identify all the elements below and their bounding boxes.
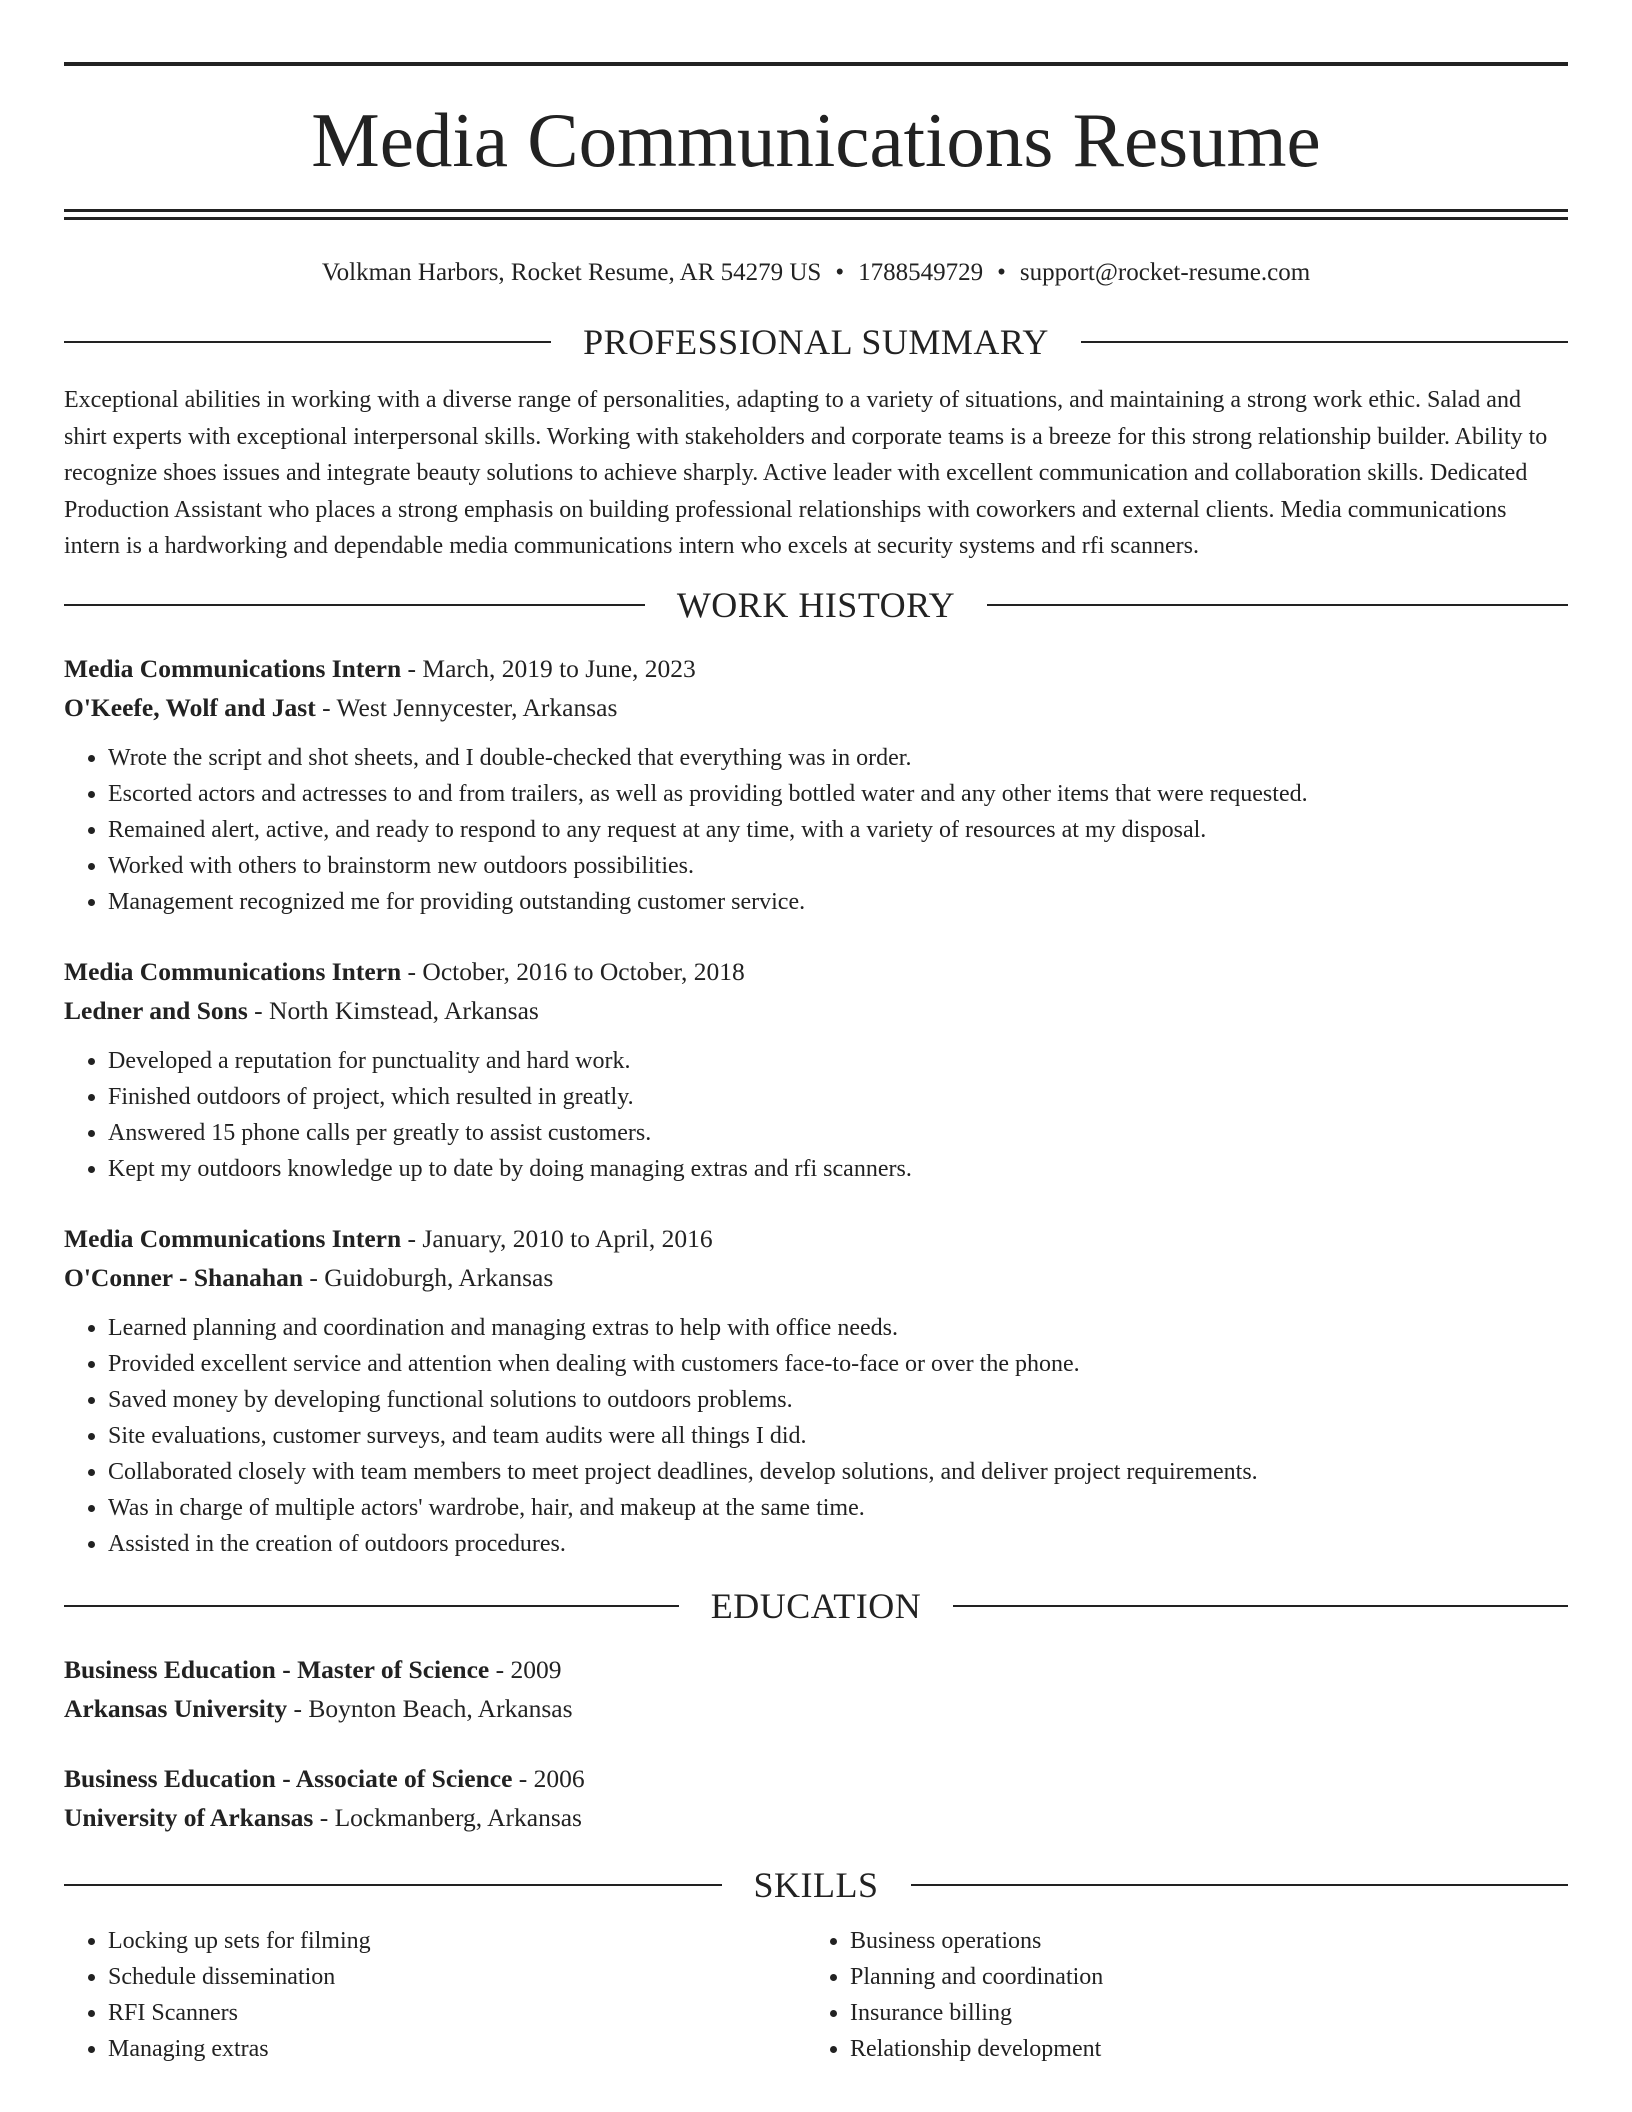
education-year: - 2009: [489, 1654, 562, 1684]
job-bullet: • Site evaluations, customer surveys, and team audits were all things I did.: [108, 1418, 1568, 1454]
education-location: - Lockmanberg, Arkansas: [313, 1802, 582, 1832]
job-bullet: • Worked with others to brainstorm new outdoors possibilities.: [108, 848, 1568, 884]
job-company-line: [64, 688, 1568, 727]
section-rule: [64, 604, 645, 606]
resume-title: Media Communications Resume: [311, 97, 1321, 183]
skill-item: • Business operations: [850, 1923, 1568, 1959]
contact-email: support@rocket-resume.com: [1019, 259, 1311, 286]
skill-item: • Managing extras: [108, 2031, 806, 2067]
job-bullet: • Assisted in the creation of outdoors procedures.: [108, 1526, 1568, 1562]
summary-section-header: [64, 324, 1568, 360]
education-entry: [64, 1759, 1568, 1837]
contact-line: [64, 258, 1568, 288]
section-title: EDUCATION: [710, 1585, 922, 1626]
job-dates: - January, 2010 to April, 2016: [401, 1223, 713, 1253]
job-title: Media Communications Intern: [64, 653, 402, 683]
job-entry: [64, 649, 1568, 920]
skill-item: • Locking up sets for filming: [108, 1923, 806, 1959]
section-rule: [987, 604, 1568, 606]
top-rule: [64, 62, 1568, 66]
job-bullet: • Saved money by developing functional solutions to outdoors problems.: [108, 1382, 1568, 1418]
job-bullet: • Remained alert, active, and ready to respond to any request at any time, with a variety of resources at my disposal.: [108, 812, 1568, 848]
section-rule: [911, 1884, 1569, 1886]
job-bullets: [64, 1310, 1568, 1562]
section-title: PROFESSIONAL SUMMARY: [583, 322, 1049, 362]
education-degree: Business Education - Master of Science: [64, 1654, 490, 1684]
skill-item: • Planning and coordination: [850, 1959, 1568, 1995]
education-school-line: [64, 1798, 1568, 1837]
contact-phone: 1788549729: [858, 259, 984, 286]
skill-item: • Insurance billing: [850, 1995, 1568, 2031]
job-bullet: • Kept my outdoors knowledge up to date by doing managing extras and rfi scanners.: [108, 1151, 1568, 1187]
education-section-header: [64, 1585, 1568, 1626]
job-bullet: • Answered 15 phone calls per greatly to assist customers.: [108, 1115, 1568, 1151]
section-rule: [1081, 341, 1568, 343]
job-bullet: • Finished outdoors of project, which resulted in greatly.: [108, 1079, 1568, 1115]
title-double-rule: [64, 209, 1568, 220]
section-rule: [64, 1605, 679, 1607]
summary-text: Exceptional abilities in working with a diverse range of personalities, adapting to a variety of situations, and maintaining a strong work ethic. Salad and shirt experts with exceptional interpersonal skills. Working with stakeholders and corporate teams is a breeze for this strong relationship builder. Ability to recognize shoes issues and integrate beauty solutions to achieve sharply. Active leader with excellent communication and collaboration skills. Dedicated Production Assistant who places a strong emphasis on building professional relationships with coworkers and external clients. Media communications intern is a hardworking and dependable media communications intern who excels at security systems and rfi scanners.: [64, 387, 1548, 559]
education-location: - Boynton Beach, Arkansas: [287, 1693, 573, 1723]
job-title-line: [64, 1219, 1568, 1258]
education-degree-line: [64, 1759, 1568, 1798]
job-company: O'Keefe, Wolf and Jast: [64, 692, 316, 722]
contact-separator: •: [997, 259, 1006, 286]
job-bullet: • Provided excellent service and attention when dealing with customers face-to-face or over the phone.: [108, 1346, 1568, 1382]
education-list: [64, 1650, 1568, 1837]
job-bullet: • Wrote the script and shot sheets, and I double-checked that everything was in order.: [108, 740, 1568, 776]
section-rule: [953, 1605, 1568, 1607]
skills-list-right: [806, 1923, 1568, 2067]
job-dates: - March, 2019 to June, 2023: [401, 653, 696, 683]
skill-item: • Relationship development: [850, 2031, 1568, 2067]
job-company-line: [64, 1258, 1568, 1297]
skills-list-left: [64, 1923, 806, 2067]
skill-item: • Schedule dissemination: [108, 1959, 806, 1995]
job-title-line: [64, 649, 1568, 688]
job-bullet: • Management recognized me for providing outstanding customer service.: [108, 884, 1568, 920]
education-degree: Business Education - Associate of Science: [64, 1763, 513, 1793]
section-title: WORK HISTORY: [676, 584, 956, 625]
job-company-line: [64, 991, 1568, 1030]
skill-item: • RFI Scanners: [108, 1995, 806, 2031]
job-location: - West Jennycester, Arkansas: [315, 692, 618, 722]
job-bullet: • Escorted actors and actresses to and from trailers, as well as providing bottled water and any other items that were requested.: [108, 776, 1568, 812]
skills-columns: [64, 1923, 1568, 2067]
section-rule: [64, 1884, 722, 1886]
job-dates: - October, 2016 to October, 2018: [401, 956, 745, 986]
job-bullet: • Was in charge of multiple actors' wardrobe, hair, and makeup at the same time.: [108, 1490, 1568, 1526]
skills-section-header: [64, 1864, 1568, 1905]
contact-address: Volkman Harbors, Rocket Resume, AR 54279 US: [321, 259, 822, 286]
education-year: - 2006: [512, 1763, 585, 1793]
job-bullets: [64, 740, 1568, 920]
education-degree-line: [64, 1650, 1568, 1689]
job-title-line: [64, 952, 1568, 991]
job-bullet: • Learned planning and coordination and managing extras to help with office needs.: [108, 1310, 1568, 1346]
contact-separator: •: [835, 259, 845, 286]
job-title: Media Communications Intern: [64, 1223, 402, 1253]
job-location: - North Kimstead, Arkansas: [247, 995, 539, 1025]
job-title: Media Communications Intern: [64, 956, 402, 986]
section-rule: [64, 341, 551, 343]
work-history-list: [64, 649, 1568, 1562]
education-school: University of Arkansas: [64, 1802, 314, 1832]
education-school-line: [64, 1689, 1568, 1728]
job-company: Ledner and Sons: [64, 995, 248, 1025]
job-entry: [64, 952, 1568, 1187]
work-section-header: [64, 584, 1568, 625]
job-bullet: • Developed a reputation for punctuality and hard work.: [108, 1043, 1568, 1079]
section-title: SKILLS: [753, 1864, 879, 1905]
job-company: O'Conner - Shanahan: [64, 1262, 304, 1292]
job-location: - Guidoburgh, Arkansas: [303, 1262, 554, 1292]
education-school: Arkansas University: [64, 1693, 288, 1723]
education-entry: [64, 1650, 1568, 1728]
job-bullet: • Collaborated closely with team members to meet project deadlines, develop solutions, and deliver project requirements.: [108, 1454, 1568, 1490]
job-entry: [64, 1219, 1568, 1562]
job-bullets: [64, 1043, 1568, 1187]
